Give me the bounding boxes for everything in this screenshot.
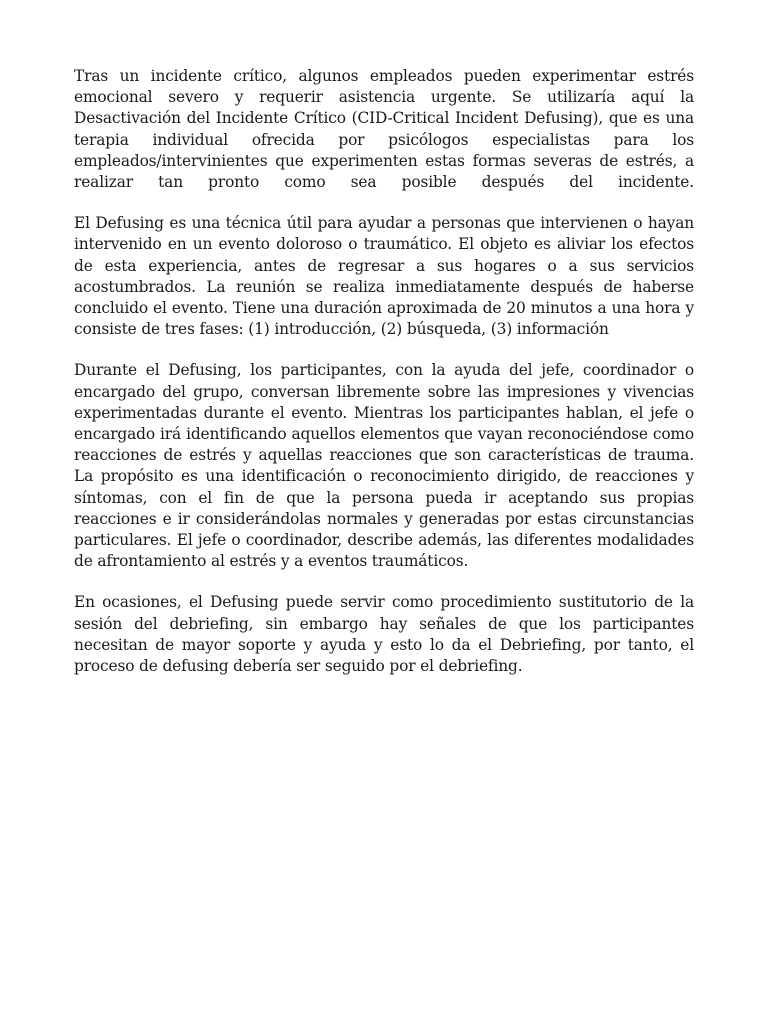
paragraph-defusing-definition: El Defusing es una técnica útil para ayudar a personas que intervienen o hayan intervenido en un evento doloroso o traumático. El objeto es aliviar los efectos de esta experiencia, antes de regresar a sus hogares o a sus servicios acostumbrados. La reunión se realiza inmediatamente después de haberse concluido el evento. Tiene una duración aproximada de 20 minutos a una hora y consiste de tres fases: (1) introducción, (2) búsqueda, (3) información xyxy=(74,214,694,339)
paragraph-defusing-vs-debriefing: En ocasiones, el Defusing puede servir como procedimiento sustitutorio de la sesión del debriefing, sin embargo hay señales de que los participantes necesitan de mayor soporte y ayuda y esto lo da el Debriefing, por tanto, el proceso de defusing debería ser seguido por el debriefing. xyxy=(74,593,694,676)
paragraph-defusing-process: Durante el Defusing, los participantes, con la ayuda del jefe, coordinador o encargado del grupo, conversan libremente sobre las impresiones y vivencias experimentadas durante el evento. Mientras los participantes hablan, el jefe o encargado irá identificando aquellos elementos que vayan reconociéndose como reacciones de estrés y aquellas reacciones que son características de trauma. La propósito es una identificación o reconocimiento dirigido, de reacciones y síntomas, con el fin de que la persona pueda ir aceptando sus propias reacciones e ir considerándolas normales y generadas por estas circunstancias particulares. El jefe o coordinador, describe además, las diferentes modalidades de afrontamiento al estrés y a eventos traumáticos. xyxy=(74,361,694,571)
document-body xyxy=(74,66,694,697)
paragraph-cid-intro: Tras un incidente crítico, algunos empleados pueden experimentar estrés emocional severo y requerir asistencia urgente. Se utilizaría aquí la Desactivación del Incidente Crítico (CID-Critical Incident Defusing), que es una terapia individual ofrecida por psicólogos especialistas para los empleados/intervinientes que experimenten estas formas severas de estrés, a realizar tan pronto como sea posible después del incidente. xyxy=(74,67,694,192)
